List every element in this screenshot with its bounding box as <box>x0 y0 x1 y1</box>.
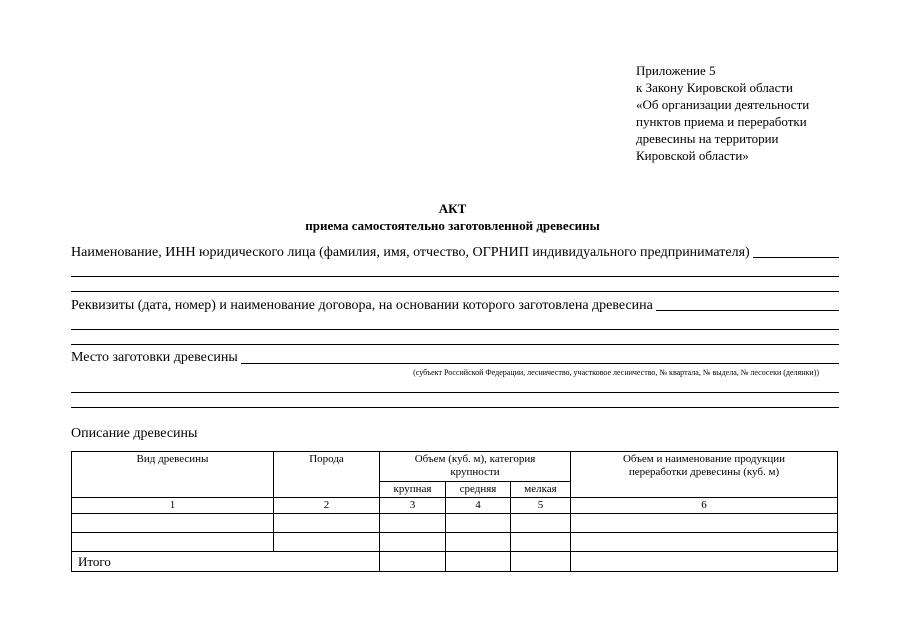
table-cell[interactable] <box>511 552 571 572</box>
column-number-row <box>72 498 838 514</box>
contract-field-line[interactable] <box>71 315 839 330</box>
column-number: 5 <box>511 498 571 514</box>
column-number: 4 <box>446 498 511 514</box>
name-field-label: Наименование, ИНН юридического лица (фамилия, имя, отчество, ОГРНИП индивидуального предпринимателя) <box>71 245 750 260</box>
table-header-row <box>72 452 838 482</box>
place-field-line[interactable] <box>71 378 839 393</box>
table-cell[interactable] <box>571 533 838 552</box>
header-products: Объем и наименование продукции переработки древесины (куб. м) <box>571 452 838 498</box>
place-field-line[interactable] <box>71 393 839 408</box>
wood-description-table <box>71 451 838 572</box>
table-total-row <box>72 552 838 572</box>
appendix-line: Приложение 5 <box>636 63 716 78</box>
header-small: мелкая <box>511 482 571 498</box>
total-label: Итого <box>72 552 380 572</box>
appendix-line: «Об организации деятельности <box>636 97 810 112</box>
place-field-block <box>71 349 839 408</box>
document-subtitle: приема самостоятельно заготовленной древесины <box>305 218 600 233</box>
table-row <box>72 514 838 533</box>
contract-field-blank[interactable] <box>656 310 839 311</box>
header-volume: Объем (куб. м), категория крупности <box>380 452 571 482</box>
table-cell[interactable] <box>72 533 274 552</box>
header-wood-type: Вид древесины <box>72 452 274 498</box>
description-title: Описание древесины <box>71 426 198 441</box>
place-field-label: Место заготовки древесины <box>71 350 238 365</box>
appendix-line: Кировской области» <box>636 148 749 163</box>
place-field-hint: (субъект Российской Федерации, лесничество, участковое лесничество, № квартала, № выдела, № лесосеки (делянки)) <box>413 368 819 377</box>
contract-field-line[interactable] <box>71 330 839 345</box>
table-cell[interactable] <box>446 514 511 533</box>
column-number: 3 <box>380 498 446 514</box>
table-row <box>72 533 838 552</box>
table-cell[interactable] <box>571 514 838 533</box>
header-medium: средняя <box>446 482 511 498</box>
name-field-blank[interactable] <box>753 257 839 258</box>
table-cell[interactable] <box>274 533 380 552</box>
table-cell[interactable] <box>274 514 380 533</box>
table-cell[interactable] <box>380 533 446 552</box>
table-cell[interactable] <box>511 533 571 552</box>
contract-field-label: Реквизиты (дата, номер) и наименование договора, на основании которого заготовлена древесина <box>71 298 653 313</box>
contract-field-block <box>71 297 839 345</box>
column-number: 2 <box>274 498 380 514</box>
name-field-line[interactable] <box>71 277 839 292</box>
table-cell[interactable] <box>571 552 838 572</box>
table-cell[interactable] <box>380 514 446 533</box>
header-species: Порода <box>274 452 380 498</box>
table-cell[interactable] <box>446 552 511 572</box>
table-cell[interactable] <box>511 514 571 533</box>
header-large: крупная <box>380 482 446 498</box>
document-title: АКТ <box>438 201 467 216</box>
table-cell[interactable] <box>380 552 446 572</box>
appendix-line: к Закону Кировской области <box>636 80 793 95</box>
column-number: 6 <box>571 498 838 514</box>
appendix-line: пунктов приема и переработки <box>636 114 807 129</box>
name-field-block <box>71 244 839 292</box>
appendix-note <box>636 62 809 164</box>
table-cell[interactable] <box>72 514 274 533</box>
column-number: 1 <box>72 498 274 514</box>
table-cell[interactable] <box>446 533 511 552</box>
appendix-line: древесины на территории <box>636 131 779 146</box>
place-field-blank[interactable] <box>241 363 839 364</box>
name-field-line[interactable] <box>71 262 839 277</box>
